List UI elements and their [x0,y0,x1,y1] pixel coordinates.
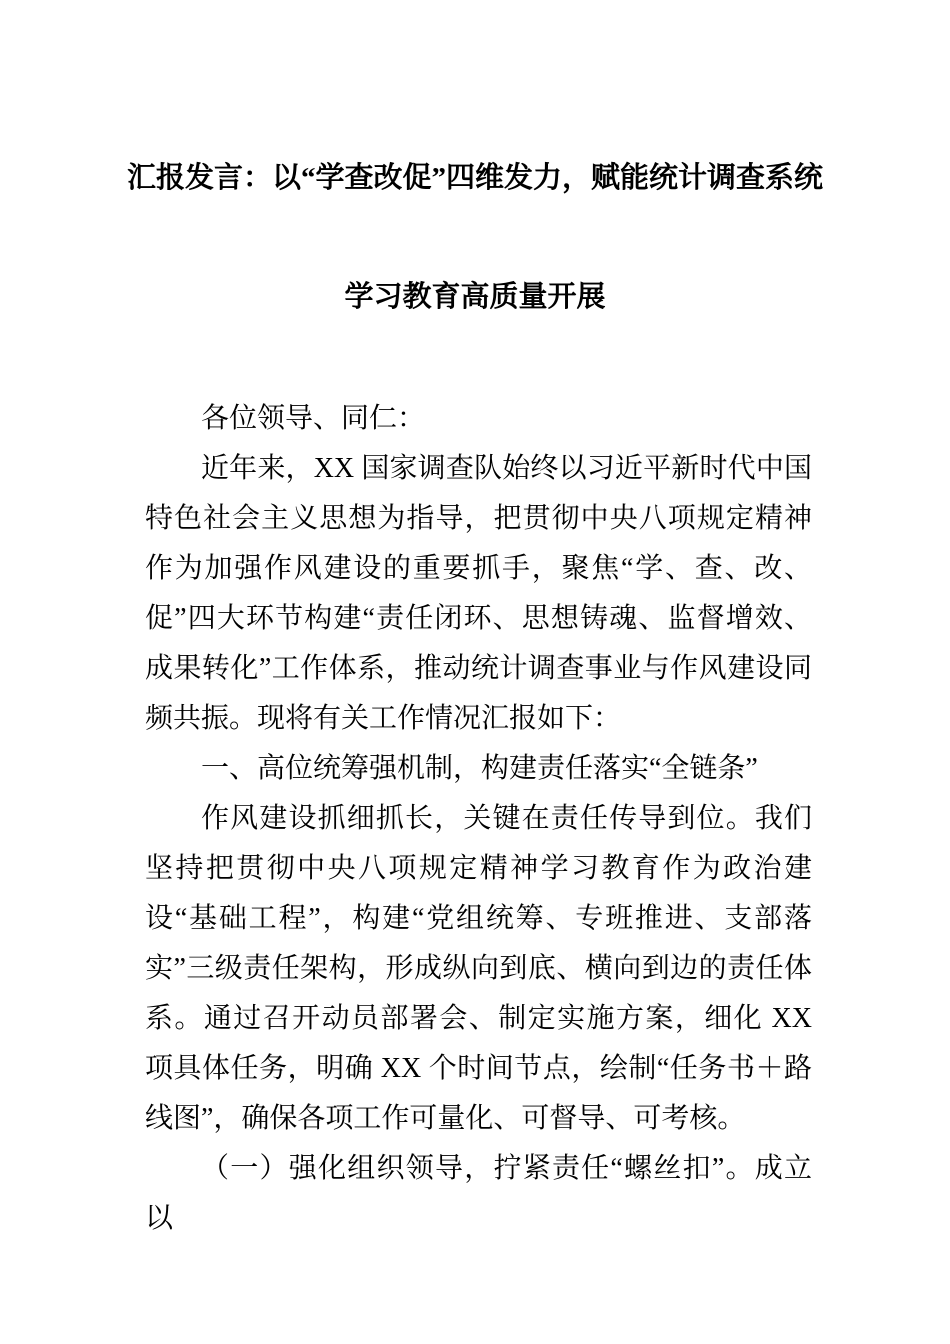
greeting-line: 各位领导、同仁： [201,403,426,434]
document-title-line1: 汇报发言：以“学查改促”四维发力，赋能统计调查系统 [126,162,823,194]
intro-paragraph: 近年来，XX 国家调查队始终以习近平新时代中国特色社会主义思想为指导，把贯彻中央八项规定精神作为加强作风建设的重要抓手，聚焦“学、查、改、促”四大环节构建“责任闭环、思想铸魂、监督增效、成果转化”工作体系，推动统计调查事业与作风建设同频共振。现将有关工作情况汇报如下： [145,453,812,734]
section-1-paragraph: 作风建设抓细抓长，关键在责任传导到位。我们坚持把贯彻中央八项规定精神学习教育作为政治建设“基础工程”，构建“党组统筹、专班推进、支部落实”三级责任架构，形成纵向到底、横向到边的责任体系。通过召开动员部署会、制定实施方案，细化 XX 项具体任务，明确 XX 个时间节点，绘制“任务书＋路线图”，确保各项工作可量化、可督导、可考核。 [145,803,812,1134]
document-title-line2: 学习教育高质量开展 [344,281,606,313]
document-body [145,394,812,1244]
section-1-heading: 一、高位统筹强机制，构建责任落实“全链条” [201,753,758,784]
subsection-1-1-partial-line: （一）强化组织领导，拧紧责任“螺丝扣”。成立以 [145,1153,812,1234]
